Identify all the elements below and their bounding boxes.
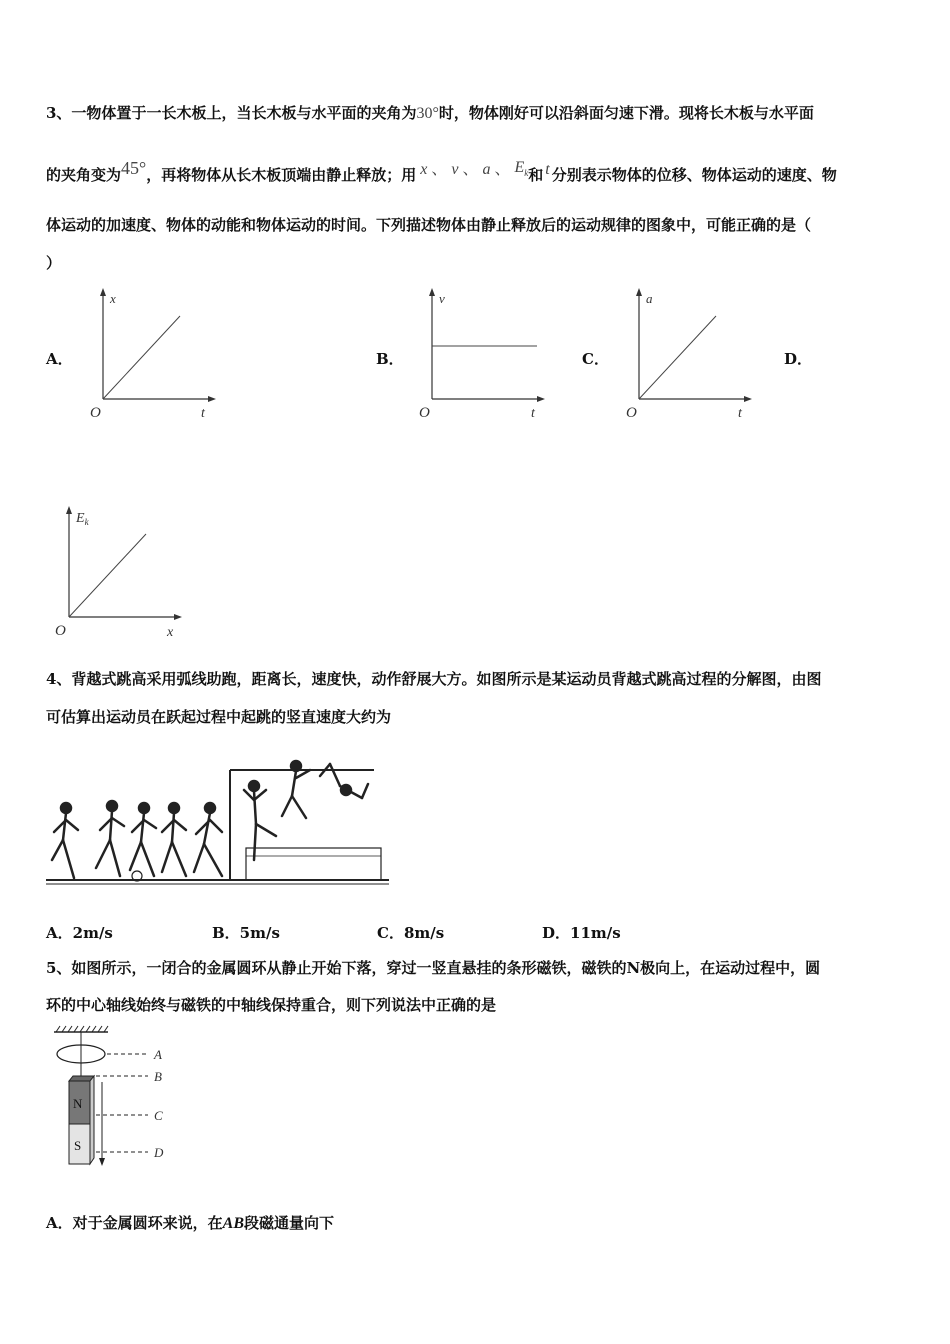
graph-c-xlabel: t — [738, 406, 742, 421]
graph-b — [415, 286, 545, 426]
graph-b-ylabel: v — [439, 291, 445, 306]
n-label: N — [73, 1096, 83, 1111]
option-a-label[interactable]: A． — [46, 350, 73, 368]
var-x: x — [420, 161, 428, 178]
magnet-figure — [52, 1024, 182, 1174]
q4-line-2: 可估算出运动员在跃起过程中起跳的竖直速度大约为 — [46, 708, 392, 726]
point-b-label: B — [154, 1069, 162, 1084]
var-v: v — [451, 161, 459, 178]
q5-option-a[interactable]: A．对于金属圆环来说，在AB段磁通量向下 — [46, 1214, 334, 1232]
var-t: t — [545, 161, 550, 178]
q3-line-3: 体运动的加速度、物体的动能和物体运动的时间。下列描述物体由静止释放后的运动规律的图象中，可能正确的是（ — [46, 216, 812, 234]
graph-c-origin: O — [626, 405, 637, 421]
option-c-label[interactable]: C． — [582, 350, 609, 368]
graph-d — [52, 504, 182, 644]
q3-line-2: 的夹角变为45°，再将物体从长木板顶端由静止释放；用 x 、 v 、 a 、 $E^k$和 t 分别表示物体的位移、物体运动的速度、物 — [46, 158, 837, 184]
s-label: S — [74, 1138, 82, 1153]
q4-line-1: 4、背越式跳高采用弧线助跑，距离长，速度快，动作舒展大方。如图所示是某运动员背越式跳高过程的分解图，由图 — [46, 670, 822, 688]
q4-option-b[interactable]: B．5m/s — [212, 924, 280, 942]
graph-b-origin: O — [419, 405, 430, 421]
angle-45: 45° — [121, 158, 147, 178]
graph-d-ylabel: $E_k$ — [76, 511, 89, 527]
q4-option-c[interactable]: C．8m/s — [377, 924, 445, 942]
graph-a-xlabel: t — [201, 406, 205, 421]
option-b-label[interactable]: B． — [376, 350, 404, 368]
graph-c-line — [639, 316, 716, 399]
point-d-label: D — [154, 1145, 164, 1160]
graph-c-ylabel: a — [646, 291, 653, 306]
graph-d-origin: O — [55, 623, 66, 639]
q5-line-2: 环的中心轴线始终与磁铁的中轴线保持重合，则下列说法中正确的是 — [46, 996, 497, 1014]
q3-line-1: 3、一物体置于一长木板上，当长木板与水平面的夹角为30°时，物体刚好可以沿斜面匀速下滑。现将长木板与水平面 — [46, 104, 814, 122]
q5-line-1: 5、如图所示，一闭合的金属圆环从静止开始下落，穿过一竖直悬挂的条形磁铁，磁铁的N极向上，在运动过程中，圆 — [46, 959, 821, 977]
option-d-label[interactable]: D． — [784, 350, 813, 368]
q4-option-d[interactable]: D．11m/s — [542, 924, 621, 942]
graph-d-line — [69, 534, 146, 617]
graph-a-line — [103, 316, 180, 399]
var-ek: E — [514, 159, 525, 176]
angle-30: 30° — [416, 105, 439, 122]
graph-a — [86, 286, 216, 426]
q3-line-4: ） — [46, 254, 62, 272]
point-c-label: C — [154, 1108, 163, 1123]
var-a: a — [482, 161, 491, 178]
graph-a-ylabel: x — [110, 291, 116, 306]
graph-b-xlabel: t — [531, 406, 535, 421]
graph-d-xlabel: x — [167, 625, 174, 640]
q4-option-a[interactable]: A．2m/s — [46, 924, 113, 942]
graph-c — [622, 286, 752, 426]
graph-a-origin: O — [90, 405, 101, 421]
high-jump-figure — [44, 760, 394, 892]
point-a-label: A — [154, 1047, 162, 1062]
